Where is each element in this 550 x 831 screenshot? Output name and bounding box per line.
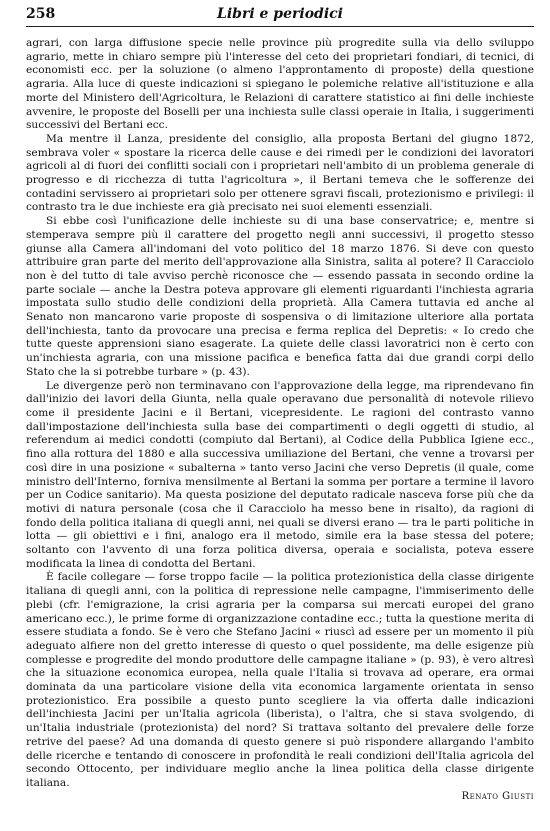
paragraph: agrari, con larga diffusione specie nelle province più progredite sulla via dello sviluppo agrario, mette in chiaro sempre più l'interesse del ceto dei proprietari fondiari, di tecnici, di economisti ecc. per la soluzione (o almeno l'approntamento di proposte) della questione agraria. Alla luce di queste indicazioni si spiegano le polemiche relative all'istituzione e alla morte del Ministero dell'Agricoltura, le Relazioni di carattere statistico ai fini delle inchieste avvenire, le proposte del Boselli per una inchiesta sulle classi operaie in Italia, i suggerimenti successivi del Bertani ecc. <box>26 37 534 132</box>
running-head: Libri e periodici <box>217 6 343 22</box>
paragraph: Si ebbe così l'unificazione delle inchieste su di una base conservatrice; e, mentre si stemperava sempre più il carattere del progetto negli anni successivi, il progetto stesso giunse alla Camera all'indomani del voto politico del 18 marzo 1876. Si deve con questo attribuire gran parte del merito dell'approvazione alla Sinistra, salita al potere? Il Caracciolo non è del tutto di tale avviso perchè riconosce che — essendo passata in secondo ordine la parte sociale — anche la Destra poteva approvare gli elementi riguardanti l'inchiesta agraria impostata sullo studio delle condizioni della proprietà. Alla Camera tuttavia ed anche al Senato non mancarono varie proposte di sospensiva o di limitazione ulteriore alla portata dell'inchiesta, tanto da provocare una precisa e ferma replica del Depretis: « Io credo che tutte queste apprensioni siano esagerate. La quiete delle classi lavoratrici non è certo con un'inchiesta agraria, con una missione pacifica e benefica fatta dai due grandi corpi dello Stato che la si potrebbe turbare » (p. 43). <box>26 215 534 378</box>
paragraph: Le divergenze però non terminavano con l'approvazione della legge, ma riprendevano fin dall'inizio dei lavori della Giunta, nella quale operavano due personalità di notevole rilievo come il presidente Jacini e il Bertani, vicepresidente. Le ragioni del contrasto vanno dall'impostazione dell'inchiesta sulla base dei compartimenti o degli oggetti di studio, al referendum ai medici condotti (compiuto dal Bertani), al Codice della Pubblica Igiene ecc., fino alla rottura del 1880 e alla successiva umiliazione del Bertani, che venne a trovarsi per così dire in una posizione « subalterna » tanto verso Jacini che verso Depretis (il quale, come ministro dell'Interno, forniva mensilmente al Bertani la somma per portare a termine il lavoro per un Codice sanitario). Ma questa posizione del deputato radicale nasceva forse più che da motivi di natura personale (cosa che il Caracciolo ha messo bene in risalto), da ragioni di fondo della politica italiana di quegli anni, nei quali se diversi erano — tra le parti politiche in lotta — gli obiettivi e i fini, analogo era il metodo, simile era la base stessa del potere; soltanto con l'avvento di una forza politica diversa, operaia e socialista, poteva essere modificata la linea di condotta del Bertani. <box>26 379 534 570</box>
page-number: 258 <box>26 6 56 22</box>
paragraph: È facile collegare — forse troppo facile — la politica protezionistica della classe dirigente italiana di quegli anni, con la politica di repressione nelle campagne, l'immiserimento delle plebi (cfr. l'emigrazione, la crisi agraria per la comparsa sui mercati europei del grano americano ecc.), le prime forme di organizzazione contadine ecc.; tutta la questione merita di essere studiata a fondo. Se è vero che Stefano Jacini « riuscì ad essere per un momento il più adeguato alfiere non del gretto interesse di questo o quel possidente, ma delle esigenze più complesse e progredite del mondo produttore delle campagne italiane » (p. 93), è vero altresì che la situazione economica europea, nella quale l'Italia si trovava ad operare, era ormai dominata da una particolare visione della vita economica largamente orientata in senso protezionistico. Era possibile a questo punto scegliere la via offerta dalle indicazioni dell'inchiesta Jacini per un'Italia agricola (liberista), o l'altra, che si stava svolgendo, di un'Italia industriale (protezionista) del nord? Si trattava soltanto del prevalere delle forze retrive del paese? Ad una domanda di questo genere si può rispondere allargando l'ambito delle ricerche e tentando di conoscere in profondità le reali condizioni dell'Italia agricola del secondo Ottocento, per individuare meglio anche la linea politica della classe dirigente italiana. <box>26 571 534 789</box>
article-body <box>26 37 534 802</box>
page-header <box>26 6 534 27</box>
paragraph: Ma mentre il Lanza, presidente del consiglio, alla proposta Bertani del giugno 1872, sembrava voler « spostare la ricerca delle cause e dei rimedi per le condizioni dei lavoratori agricoli al di fuori dei conflitti sociali con i proprietari nell'ambito di un problema generale di progresso e di ricchezza di tutta l'agricoltura », il Bertani temeva che le sofferenze dei contadini servissero ai proprietari solo per ottenere sgravi fiscali, protezionismo e privilegi: il contrasto tra le due inchieste era già precisato nei suoi elementi essenziali. <box>26 132 534 214</box>
author-signature: Renato Giusti <box>461 790 534 802</box>
